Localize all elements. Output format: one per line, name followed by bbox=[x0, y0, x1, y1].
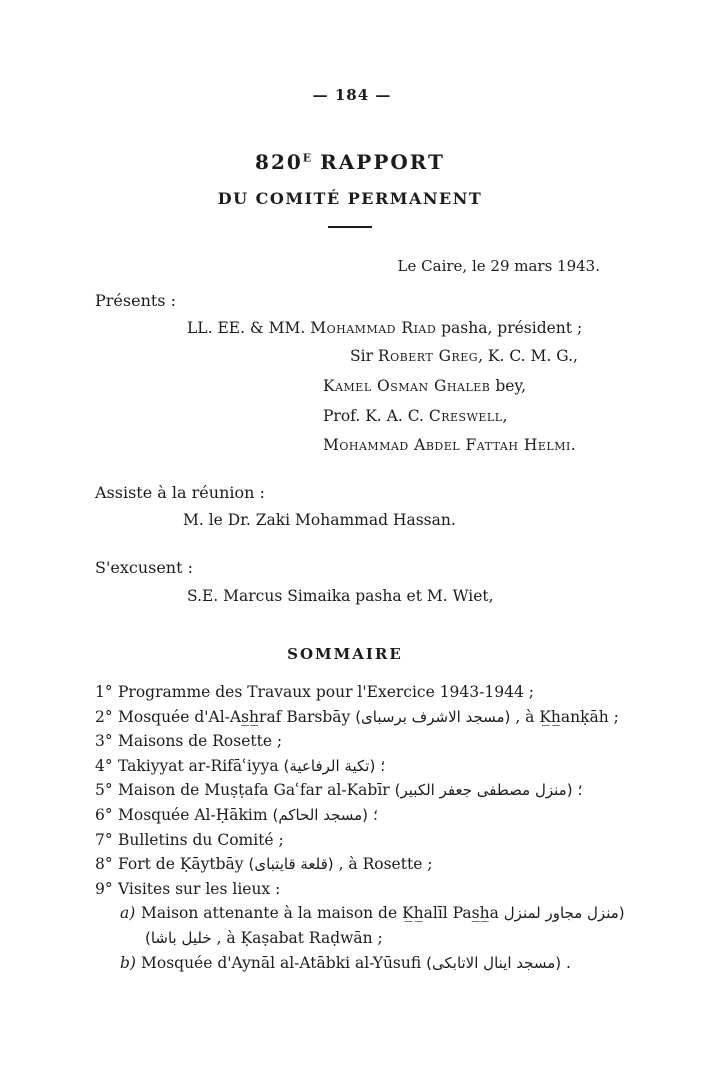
attendee-line bbox=[323, 407, 507, 425]
attendee-suffix: , K. C. M. G., bbox=[478, 347, 578, 365]
sommaire-item bbox=[95, 729, 655, 754]
item-number: 9° bbox=[95, 879, 113, 898]
item-text-fr: Mosquée d'Aynāl al-Atābki al-Yūsufi bbox=[141, 953, 427, 972]
item-number: 7° bbox=[95, 830, 113, 849]
item-text-arabic: (تكية الرفاعية) bbox=[283, 756, 376, 775]
item-text-arabic: خليل باشا) bbox=[145, 928, 212, 947]
item-text-arabic: (منزل مصطفى جعفر الكبير) bbox=[394, 781, 573, 800]
item-number: 4° bbox=[95, 756, 113, 775]
sommaire-item bbox=[95, 828, 655, 853]
attendee-line bbox=[187, 319, 582, 337]
assiste-label: Assiste à la réunion : bbox=[95, 483, 265, 502]
attendee-suffix: , bbox=[502, 407, 508, 425]
item-text-fr: Takiyyat ar-Rifāʿiyya bbox=[118, 756, 284, 775]
attendee-suffix: pasha, président ; bbox=[436, 319, 583, 337]
assiste-line: M. le Dr. Zaki Mohammad Hassan. bbox=[183, 511, 456, 529]
sommaire-subitem bbox=[95, 951, 655, 976]
item-suffix: , à Ḳaṣabat Raḍwān ; bbox=[211, 928, 383, 947]
item-number: 1° bbox=[95, 683, 113, 701]
item-text-arabic: (مسجد الحاكم) bbox=[272, 805, 369, 824]
sommaire-item bbox=[95, 680, 655, 705]
report-number-ordinal: E bbox=[302, 151, 312, 165]
attendee-name: Mohammad Abdel Fattah Helmi bbox=[323, 436, 571, 454]
attendee-suffix: bey, bbox=[490, 377, 527, 395]
dateline: Le Caire, le 29 mars 1943. bbox=[397, 257, 600, 275]
item-text-fr: Maisons de Rosette ; bbox=[118, 732, 283, 751]
item-suffix: ؛ bbox=[368, 805, 378, 824]
item-number: 8° bbox=[95, 855, 113, 874]
item-text-arabic: (قلعة قايتباى) bbox=[248, 855, 334, 874]
attendee-name: Creswell bbox=[428, 407, 503, 425]
sommaire-heading: SOMMAIRE bbox=[287, 645, 403, 663]
item-suffix: ؛ bbox=[375, 756, 386, 775]
item-suffix: , à K̲h̲anḳāh ; bbox=[510, 707, 619, 726]
excuses-label: S'excusent : bbox=[95, 558, 194, 577]
title-rule bbox=[328, 226, 372, 228]
item-text-arabic: (مسجد الاشرف برسباى) bbox=[355, 707, 511, 726]
report-title bbox=[0, 150, 700, 174]
report-title-text: RAPPORT bbox=[311, 150, 445, 174]
sommaire-subitem-continuation bbox=[95, 926, 655, 951]
subitem-label: b) bbox=[120, 953, 136, 972]
item-text-arabic: (منزل مجاور لمنزل bbox=[503, 904, 625, 923]
attendee-line bbox=[323, 377, 526, 395]
sommaire-item bbox=[95, 705, 655, 730]
item-number: 2° bbox=[95, 707, 113, 726]
item-text-fr: Maison de Muṣṭafa Gaʿfar al-Kabīr bbox=[118, 781, 395, 800]
sommaire-item bbox=[95, 754, 655, 779]
page-number: — 184 — bbox=[312, 86, 392, 104]
attendee-suffix: . bbox=[570, 436, 576, 454]
item-suffix: ؛ bbox=[572, 781, 583, 800]
item-text-arabic: (مسجد اينال الاتابكى) bbox=[426, 953, 562, 972]
attendee-name: Kamel Osman Ghaleb bbox=[323, 377, 491, 395]
sommaire-item bbox=[95, 778, 655, 803]
attendee-name: Robert Greg bbox=[377, 347, 479, 365]
attendee-prefix: Prof. K. A. C. bbox=[323, 407, 429, 425]
item-text-fr: Visites sur les lieux : bbox=[118, 879, 281, 898]
sommaire-subitem bbox=[95, 901, 655, 926]
sommaire-list bbox=[95, 680, 655, 975]
report-number: 820 bbox=[255, 150, 303, 174]
presents-label: Présents : bbox=[95, 291, 176, 310]
attendee-prefix: LL. EE. & MM. bbox=[187, 319, 311, 337]
report-title-block bbox=[0, 150, 720, 228]
item-number: 3° bbox=[95, 732, 113, 751]
subitem-label: a) bbox=[120, 904, 136, 923]
item-suffix: , à Rosette ; bbox=[333, 855, 433, 874]
excuses-line: S.E. Marcus Simaika pasha et M. Wiet, bbox=[187, 587, 494, 605]
item-text-fr: Maison attenante à la maison de K̲h̲alīl Pas̲h̲a bbox=[141, 904, 504, 923]
attendee-prefix: Sir bbox=[350, 347, 378, 365]
item-text-fr: Fort de Ḳāytbāy bbox=[118, 855, 249, 874]
sommaire-item bbox=[95, 803, 655, 828]
item-number: 5° bbox=[95, 781, 113, 800]
report-subtitle: DU COMITÉ PERMANENT bbox=[217, 189, 483, 208]
item-text-fr: Programme des Travaux pour l'Exercice 1943-1944 ; bbox=[118, 683, 534, 701]
item-text-fr: Mosquée d'Al-As̲h̲raf Barsbāy bbox=[118, 707, 356, 726]
item-number: 6° bbox=[95, 805, 113, 824]
item-text-fr: Bulletins du Comité ; bbox=[118, 830, 284, 849]
item-suffix: . bbox=[561, 953, 571, 972]
sommaire-item bbox=[95, 877, 655, 902]
sommaire-item bbox=[95, 852, 655, 877]
attendee-line bbox=[323, 436, 576, 454]
attendee-name: Mohammad Riad bbox=[310, 319, 437, 337]
attendee-line bbox=[350, 347, 578, 365]
item-text-fr: Mosquée Al-Ḥākim bbox=[118, 805, 273, 824]
